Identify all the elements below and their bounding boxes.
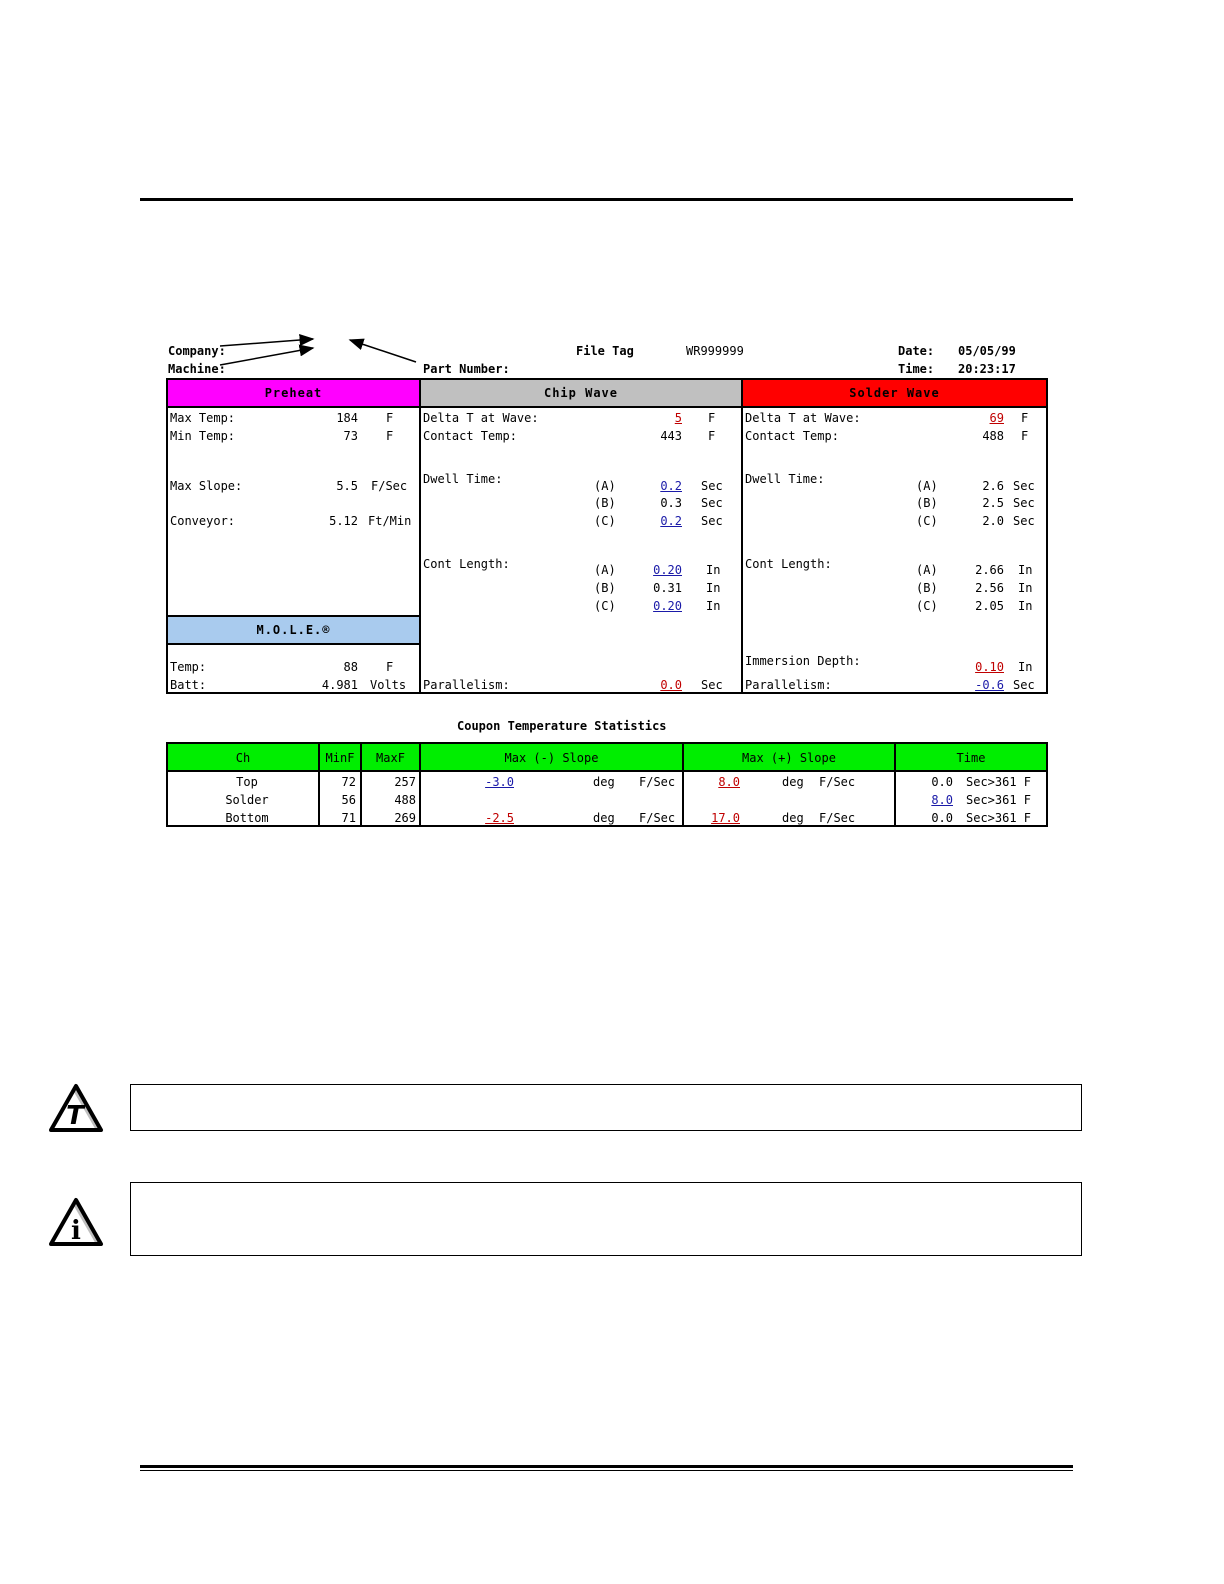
divider (741, 378, 743, 694)
part-number-label: Part Number: (423, 362, 510, 376)
row-neg-slope: -2.5 (485, 811, 514, 825)
chip-cont-value: 0.20 (653, 563, 682, 577)
col-header-maxf: MaxF (376, 751, 405, 765)
row-pos-slope: 8.0 (718, 775, 740, 789)
chip-dwell-key: (C) (594, 514, 616, 528)
divider (419, 378, 421, 694)
row-pos-unit: F/Sec (819, 811, 856, 825)
chip-delta-unit: F (708, 411, 716, 425)
min-temp-label: Min Temp: (170, 429, 236, 443)
chip-parallelism-label: Parallelism: (423, 678, 510, 692)
chip-delta-value: 5 (674, 411, 682, 425)
solder-cont-value: 2.56 (975, 581, 1004, 595)
mole-temp-label: Temp: (170, 660, 207, 674)
row-time: 8.0 (931, 793, 953, 807)
col-header-ch: Ch (235, 751, 251, 765)
chip-parallelism-value: 0.0 (660, 678, 682, 692)
row-maxf: 269 (394, 811, 416, 825)
chip-cont-key: (C) (594, 599, 616, 613)
chip-wave-header: Chip Wave (419, 378, 743, 408)
solder-contact-value: 488 (982, 429, 1004, 443)
solder-contact-unit: F (1021, 429, 1029, 443)
conveyor-label: Conveyor: (170, 514, 236, 528)
row-maxf: 488 (394, 793, 416, 807)
min-temp-unit: F (386, 429, 394, 443)
row-time: 0.0 (931, 775, 953, 789)
time-value: 20:23:17 (958, 362, 1016, 376)
max-temp-value: 184 (336, 411, 358, 425)
chip-dwell-unit: Sec (701, 514, 723, 528)
max-slope-value: 5.5 (336, 479, 358, 493)
solder-parallelism-value: -0.6 (975, 678, 1004, 692)
solder-dwell-key: (C) (916, 514, 938, 528)
solder-cont-label: Cont Length: (745, 557, 832, 571)
divider (166, 770, 1048, 772)
solder-cont-key: (B) (916, 581, 938, 595)
conveyor-unit: Ft/Min (368, 514, 412, 528)
svg-text:T: T (66, 1101, 84, 1131)
row-time-unit: Sec>361 F (966, 775, 1032, 789)
max-slope-unit: F/Sec (371, 479, 408, 493)
date-label: Date: (898, 344, 935, 358)
solder-cont-key: (C) (916, 599, 938, 613)
chip-contact-value: 443 (660, 429, 682, 443)
chip-cont-unit: In (706, 581, 721, 595)
col-header-time: Time (956, 751, 986, 765)
solder-dwell-value: 2.5 (982, 496, 1004, 510)
bottom-rule-thin (140, 1470, 1073, 1471)
callout-arrows-icon (210, 330, 430, 380)
solder-dwell-label: Dwell Time: (745, 472, 825, 486)
date-value: 05/05/99 (958, 344, 1016, 358)
mole-batt-value: 4.981 (321, 678, 358, 692)
company-label: Company: (168, 344, 226, 358)
row-time-unit: Sec>361 F (966, 793, 1032, 807)
solder-contact-label: Contact Temp: (745, 429, 839, 443)
row-ch: Bottom (225, 811, 269, 825)
preheat-header: Preheat (166, 378, 421, 408)
row-pos-slope: 17.0 (711, 811, 740, 825)
max-slope-label: Max Slope: (170, 479, 243, 493)
file-tag-label: File Tag (576, 344, 634, 358)
row-neg-deg: deg (593, 775, 615, 789)
solder-dwell-key: (B) (916, 496, 938, 510)
chip-dwell-value: 0.3 (660, 496, 682, 510)
max-temp-unit: F (386, 411, 394, 425)
row-time: 0.0 (931, 811, 953, 825)
solder-wave-header: Solder Wave (741, 378, 1048, 408)
solder-immersion-unit: In (1018, 660, 1033, 674)
tip-triangle-icon (48, 1080, 104, 1134)
solder-dwell-unit: Sec (1013, 479, 1035, 493)
row-minf: 71 (341, 811, 356, 825)
row-neg-unit: F/Sec (639, 775, 676, 789)
chip-parallelism-unit: Sec (701, 678, 723, 692)
solder-cont-value: 2.05 (975, 599, 1004, 613)
row-neg-deg: deg (593, 811, 615, 825)
row-maxf: 257 (394, 775, 416, 789)
chip-cont-value: 0.31 (653, 581, 682, 595)
solder-cont-unit: In (1018, 599, 1033, 613)
profile-panel (166, 378, 1048, 694)
col-header-pos-slope: Max (+) Slope (742, 751, 836, 765)
chip-contact-label: Contact Temp: (423, 429, 517, 443)
solder-dwell-value: 2.0 (982, 514, 1004, 528)
chip-cont-unit: In (706, 599, 721, 613)
chip-dwell-unit: Sec (701, 496, 723, 510)
solder-cont-unit: In (1018, 563, 1033, 577)
time-label: Time: (898, 362, 935, 376)
tip-note-box (130, 1084, 1082, 1131)
mole-batt-unit: Volts (370, 678, 407, 692)
coupon-title: Coupon Temperature Statistics (457, 719, 667, 733)
chip-dwell-value: 0.2 (660, 479, 682, 493)
chip-dwell-label: Dwell Time: (423, 472, 503, 486)
col-header-neg-slope: Max (-) Slope (504, 751, 599, 765)
chip-dwell-key: (A) (594, 479, 616, 493)
solder-dwell-value: 2.6 (982, 479, 1004, 493)
solder-dwell-unit: Sec (1013, 514, 1035, 528)
solder-immersion-label: Immersion Depth: (745, 654, 861, 668)
solder-delta-unit: F (1021, 411, 1029, 425)
conveyor-value: 5.12 (329, 514, 358, 528)
min-temp-value: 73 (343, 429, 358, 443)
chip-cont-key: (B) (594, 581, 616, 595)
mole-batt-label: Batt: (170, 678, 207, 692)
max-temp-label: Max Temp: (170, 411, 236, 425)
chip-cont-unit: In (706, 563, 721, 577)
chip-cont-label: Cont Length: (423, 557, 510, 571)
bottom-rule (140, 1465, 1073, 1468)
chip-dwell-key: (B) (594, 496, 616, 510)
machine-label: Machine: (168, 362, 226, 376)
row-pos-deg: deg (782, 775, 804, 789)
mole-temp-unit: F (386, 660, 394, 674)
mole-header: M.O.L.E.® (166, 615, 421, 645)
solder-cont-value: 2.66 (975, 563, 1004, 577)
row-minf: 72 (341, 775, 356, 789)
solder-dwell-key: (A) (916, 479, 938, 493)
mole-temp-value: 88 (343, 660, 358, 674)
col-header-minf: MinF (325, 751, 355, 765)
solder-cont-key: (A) (916, 563, 938, 577)
chip-dwell-unit: Sec (701, 479, 723, 493)
row-neg-slope: -3.0 (485, 775, 514, 789)
solder-parallelism-label: Parallelism: (745, 678, 832, 692)
solder-delta-value: 69 (989, 411, 1004, 425)
info-note-box (130, 1182, 1082, 1256)
row-minf: 56 (341, 793, 356, 807)
svg-text:i: i (71, 1216, 81, 1246)
row-neg-unit: F/Sec (639, 811, 676, 825)
solder-dwell-unit: Sec (1013, 496, 1035, 510)
info-triangle-icon (48, 1194, 104, 1248)
row-pos-unit: F/Sec (819, 775, 856, 789)
chip-cont-key: (A) (594, 563, 616, 577)
row-pos-deg: deg (782, 811, 804, 825)
chip-contact-unit: F (708, 429, 716, 443)
chip-delta-label: Delta T at Wave: (423, 411, 539, 425)
solder-cont-unit: In (1018, 581, 1033, 595)
chip-dwell-value: 0.2 (660, 514, 682, 528)
row-time-unit: Sec>361 F (966, 811, 1032, 825)
solder-delta-label: Delta T at Wave: (745, 411, 861, 425)
chip-cont-value: 0.20 (653, 599, 682, 613)
file-tag-value: WR999999 (686, 344, 744, 358)
solder-parallelism-unit: Sec (1013, 678, 1035, 692)
row-ch: Top (236, 775, 258, 789)
row-ch: Solder (225, 793, 269, 807)
solder-immersion-value: 0.10 (975, 660, 1004, 674)
top-rule (140, 198, 1073, 201)
